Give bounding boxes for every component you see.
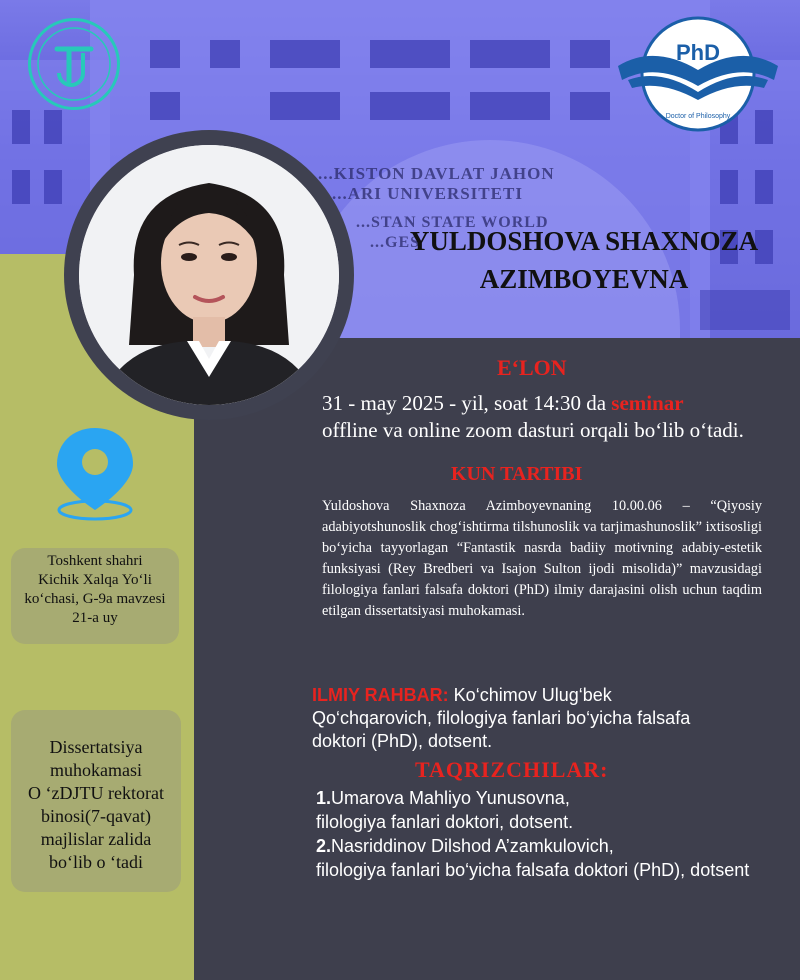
address-card bbox=[11, 548, 179, 644]
reviewer-number: 2. bbox=[316, 836, 332, 856]
venue-line: muhokamasi bbox=[50, 760, 142, 780]
supervisor-text: Ko‘chimov Ulug‘bek Qo‘chqarovich, filologiya fanlari bo‘yicha falsafa doktori (PhD), dotsent. bbox=[312, 685, 691, 751]
phd-logo-subtitle: Doctor of Philosophy bbox=[665, 113, 731, 120]
candidate-name bbox=[404, 222, 764, 298]
venue-line: majlislar zalida bbox=[40, 829, 152, 849]
building-sign-line: ...GES bbox=[370, 234, 421, 251]
reviewer-item bbox=[316, 786, 786, 834]
reviewer-number: 1. bbox=[316, 788, 332, 808]
building-sign-line: ...ARI UNIVERSITETI bbox=[332, 184, 523, 203]
candidate-name-line: YULDOSHOVA SHAXNOZA bbox=[409, 226, 759, 256]
address-line: 21-a uy bbox=[72, 610, 118, 626]
venue-line: Dissertatsiya bbox=[49, 737, 143, 757]
supervisor-label: ILMIY RAHBAR: bbox=[312, 685, 449, 705]
venue-line: O ‘zDJTU rektorat bbox=[28, 783, 164, 803]
reviewers-heading: TAQRIZCHILAR: bbox=[415, 757, 609, 782]
phd-book-logo-icon bbox=[614, 14, 782, 132]
portrait-photo bbox=[79, 145, 339, 405]
supervisor-block bbox=[312, 684, 732, 753]
map-pin-icon bbox=[55, 426, 135, 528]
phd-logo-text: PhD bbox=[676, 40, 720, 65]
reviewer-name: Nasriddinov Dilshod A’zamkulovich, bbox=[331, 836, 614, 856]
reviewer-item bbox=[316, 834, 786, 882]
building-sign-line: ...STAN STATE WORLD bbox=[356, 214, 549, 231]
venue-card bbox=[11, 710, 181, 892]
address-line: Kichik Xalqa Yo‘li bbox=[38, 572, 152, 588]
reviewer-name: Umarova Mahliyo Yunusovna, bbox=[331, 788, 570, 808]
agenda-heading: KUN TARTIBI bbox=[451, 463, 583, 485]
seminar-date: 31 - may 2025 - yil, soat 14:30 da bbox=[322, 391, 612, 415]
reviewer-detail: filologiya fanlari doktori, dotsent. bbox=[316, 812, 574, 832]
venue-line: binosi(7-qavat) bbox=[41, 806, 151, 826]
building-sign-line: ...KISTON DAVLAT JAHON bbox=[318, 164, 555, 183]
agenda-text: Yuldoshova Shaxnoza Azimboyevnaning 10.00.06 – “Qiyosiy adabiyotshunoslik chog‘ishtirma tilshunoslik va tarjimashunoslik” ixtisosligi bo‘yicha tayyorlagan “Fantastik nasrda badiiy motivning adabiy-estetik funksiyasi (Rey Bredberi va Isajon Sulton ijodi misolida)” mavzusidagi filologiya fanlari falsafa doktori (PhD) ilmiy darajasini olish uchun taqdim etilgan dissertatsiyasi muhokamasi. bbox=[322, 498, 762, 619]
seminar-word: seminar bbox=[611, 391, 684, 415]
venue-line: bo‘lib o ‘tadi bbox=[49, 852, 143, 872]
tjdu-circle-logo-icon bbox=[28, 18, 120, 110]
address-line: Toshkent shahri bbox=[47, 553, 143, 569]
seminar-info bbox=[322, 390, 762, 444]
candidate-name-line: AZIMBOYEVNA bbox=[479, 264, 689, 294]
reviewers-list bbox=[316, 786, 786, 882]
seminar-mode: offline va online zoom dasturi orqali bo‘lib o‘tadi. bbox=[322, 418, 744, 442]
reviewer-detail: filologiya fanlari bo‘yicha falsafa doktori (PhD), dotsent bbox=[316, 860, 750, 880]
announcement-heading: E‘LON bbox=[497, 355, 567, 380]
address-line: ko‘chasi, G-9a mavzesi bbox=[24, 591, 166, 607]
